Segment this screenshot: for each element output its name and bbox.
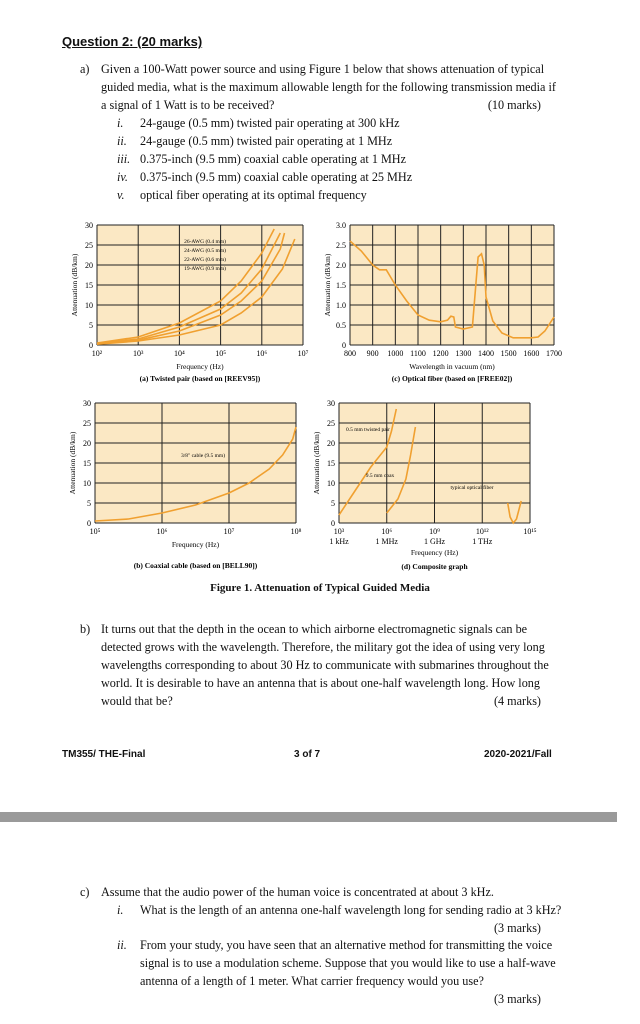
chart-svg	[300, 393, 545, 578]
series-label: 24-AWG (0.5 mm)	[184, 248, 226, 254]
y-tick-label: 25	[83, 419, 91, 428]
part-a-item-text: 0.375-inch (9.5 mm) coaxial cable operating at 1 MHz	[140, 152, 407, 166]
part-c-item-text: signal is to use a modulation scheme. Suppose that you would like to use a half-wave	[140, 956, 556, 970]
part-c-item-text: antenna of a length of 1 meter. What carrier frequency would you use?	[140, 974, 484, 988]
series-label: 0.5 mm twisted pair	[346, 427, 390, 433]
series-label: 26-AWG (0.4 mm)	[184, 239, 226, 245]
y-tick-label: 2.0	[336, 261, 346, 270]
x-tick-label: 1000	[387, 349, 404, 358]
question-title: Question 2: (20 marks)	[62, 34, 203, 49]
part-a-text: a signal of 1 Watt is to be received?	[101, 98, 275, 112]
x-tick-label: 10⁶	[156, 527, 168, 536]
y-tick-label: 10	[83, 479, 91, 488]
page-separator	[0, 812, 617, 822]
y-axis-label: Attenuation (dB/km)	[70, 253, 79, 317]
part-c-label: c)	[80, 885, 90, 899]
part-a-text: Given a 100-Watt power source and using Figure 1 below that shows attenuation of typical	[101, 62, 545, 76]
x-tick-label: 10⁸	[290, 527, 302, 536]
chart-twisted-pair	[55, 215, 309, 394]
x-tick-label-unit: 1 kHz	[329, 537, 349, 546]
y-tick-label: 0	[89, 341, 93, 350]
y-tick-label: 20	[327, 439, 335, 448]
x-tick-label: 800	[344, 349, 356, 358]
y-tick-label: 15	[83, 459, 91, 468]
part-a-item-num: v.	[117, 188, 125, 202]
y-tick-label: 0.5	[336, 321, 346, 330]
y-tick-label: 0	[331, 519, 335, 528]
part-a-item-num: ii.	[117, 134, 127, 148]
x-tick-label: 10³	[132, 349, 144, 358]
y-tick-label: 10	[327, 479, 335, 488]
x-tick-label-unit: 1 GHz	[423, 537, 446, 546]
x-tick-label-unit: 1 THz	[472, 537, 493, 546]
part-c-item-marks: (3 marks)	[493, 992, 541, 1006]
x-tick-label: 1100	[410, 349, 426, 358]
chart-svg	[318, 215, 588, 390]
x-tick-label: 10³	[333, 527, 345, 536]
part-a-label: a)	[80, 62, 90, 76]
x-axis-label: Frequency (Hz)	[171, 540, 220, 549]
part-a-item-num: iii.	[117, 152, 131, 166]
y-tick-label: 30	[327, 399, 335, 408]
chart-composite	[300, 393, 545, 582]
x-tick-label: 10⁶	[381, 527, 393, 536]
footer-page: 3 of 7	[294, 749, 321, 760]
part-a-item-text: 24-gauge (0.5 mm) twisted pair operating at 1 MHz	[140, 134, 393, 148]
part-c-item-num: i.	[117, 903, 124, 917]
x-tick-label: 1200	[432, 349, 449, 358]
y-tick-label: 15	[327, 459, 335, 468]
part-b-text: would that be?	[101, 694, 173, 708]
chart-svg	[55, 215, 309, 390]
x-tick-label: 1400	[478, 349, 494, 358]
part-c-text: Assume that the audio power of the human voice is concentrated at about 3 kHz.	[101, 885, 494, 899]
x-tick-label: 10⁶	[256, 349, 268, 358]
x-tick-label: 10⁹	[429, 527, 440, 536]
y-tick-label: 5	[89, 321, 93, 330]
part-b-label: b)	[80, 622, 91, 636]
x-tick-label: 900	[366, 349, 379, 358]
x-tick-label: 1300	[455, 349, 472, 358]
chart-caption: (d) Composite graph	[401, 562, 468, 571]
y-tick-label: 10	[85, 301, 93, 310]
y-tick-label: 5	[331, 499, 335, 508]
y-tick-label: 5	[87, 499, 91, 508]
x-tick-label: 10⁷	[223, 527, 235, 536]
part-c-item-marks: (3 marks)	[493, 921, 541, 935]
y-tick-label: 3.0	[336, 221, 346, 230]
x-axis-label: Wavelength in vacuum (nm)	[409, 362, 495, 371]
y-axis-label: Attenuation (dB/km)	[68, 431, 77, 495]
chart-coaxial-cable	[55, 393, 300, 582]
x-tick-label-unit: 1 MHz	[375, 537, 398, 546]
part-c-item-text: What is the length of an antenna one-half wavelength long for sending radio at 3 kHz?	[140, 903, 562, 917]
series-label: typical optical fiber	[450, 485, 494, 491]
series-label: 3/8" cable (9.5 mm)	[180, 453, 226, 459]
y-tick-label: 25	[85, 241, 93, 250]
part-a-marks: (10 marks)	[487, 98, 541, 112]
y-tick-label: 25	[327, 419, 335, 428]
part-b-marks: (4 marks)	[493, 694, 541, 708]
y-tick-label: 15	[85, 281, 93, 290]
part-a-item-num: iv.	[117, 170, 128, 184]
x-axis-label: Frequency (Hz)	[176, 362, 224, 371]
y-tick-label: 0	[87, 519, 91, 528]
chart-svg	[55, 393, 300, 578]
footer-term: 2020-2021/Fall	[484, 749, 552, 760]
part-a-item-num: i.	[117, 116, 124, 130]
figure-caption: Figure 1. Attenuation of Typical Guided Media	[210, 582, 430, 594]
x-tick-label: 10²	[91, 349, 103, 358]
x-tick-label: 10¹²	[475, 527, 489, 536]
x-tick-label: 1700	[546, 349, 562, 358]
x-tick-label: 10⁷	[297, 349, 309, 358]
series-label: 9.5 mm coax	[365, 473, 395, 479]
y-tick-label: 1.5	[336, 281, 346, 290]
y-axis-label: Attenuation (dB/km)	[312, 431, 321, 495]
x-tick-label: 10⁵	[215, 349, 226, 358]
part-b-text: It turns out that the depth in the ocean to which airborne electromagnetic signals can be	[101, 622, 528, 636]
y-tick-label: 1.0	[336, 301, 346, 310]
part-a-item-text: 0.375-inch (9.5 mm) coaxial cable operating at 25 MHz	[140, 170, 413, 184]
x-tick-label: 1600	[523, 349, 540, 358]
x-tick-label: 10⁴	[174, 349, 185, 358]
part-a-item-text: optical fiber operating at its optimal frequency	[140, 188, 367, 202]
part-a-item-text: 24-gauge (0.5 mm) twisted pair operating at 300 kHz	[140, 116, 400, 130]
series-label: 22-AWG (0.6 mm)	[184, 257, 226, 263]
y-tick-label: 2.5	[336, 241, 346, 250]
x-axis-label: Frequency (Hz)	[410, 548, 459, 557]
y-tick-label: 30	[83, 399, 91, 408]
y-tick-label: 20	[83, 439, 91, 448]
part-c-item-text: From your study, you have seen that an alternative method for transmitting the voice	[140, 938, 553, 952]
part-b-text: detected grows with the wavelength. Therefore, the military got the idea of using very long	[101, 640, 545, 654]
part-b-text: world. It is desirable to have an antenna that is about one-half wavelength long. How long	[101, 676, 540, 690]
y-axis-label: Attenuation (dB/km)	[323, 253, 332, 317]
part-c-item-num: ii.	[117, 938, 127, 952]
footer-course: TM355/ THE-Final	[62, 749, 146, 760]
chart-optical-fiber	[318, 215, 588, 394]
part-a-text: guided media, what is the maximum allowable length for the following transmission media if	[101, 80, 556, 94]
y-tick-label: 0	[342, 341, 346, 350]
chart-caption: (a) Twisted pair (based on [REEV95])	[139, 374, 261, 383]
part-b-text: wavelengths corresponding to about 30 Hz to communicate with submarines throughout the	[101, 658, 549, 672]
x-tick-label: 10⁵	[89, 527, 101, 536]
x-tick-label: 1500	[500, 349, 517, 358]
x-tick-label: 10¹⁵	[523, 527, 537, 536]
series-label: 19-AWG (0.9 mm)	[184, 266, 226, 272]
chart-caption: (b) Coaxial cable (based on [BELL90])	[133, 561, 258, 570]
y-tick-label: 30	[85, 221, 93, 230]
chart-caption: (c) Optical fiber (based on [FREE02])	[391, 374, 513, 383]
y-tick-label: 20	[85, 261, 93, 270]
